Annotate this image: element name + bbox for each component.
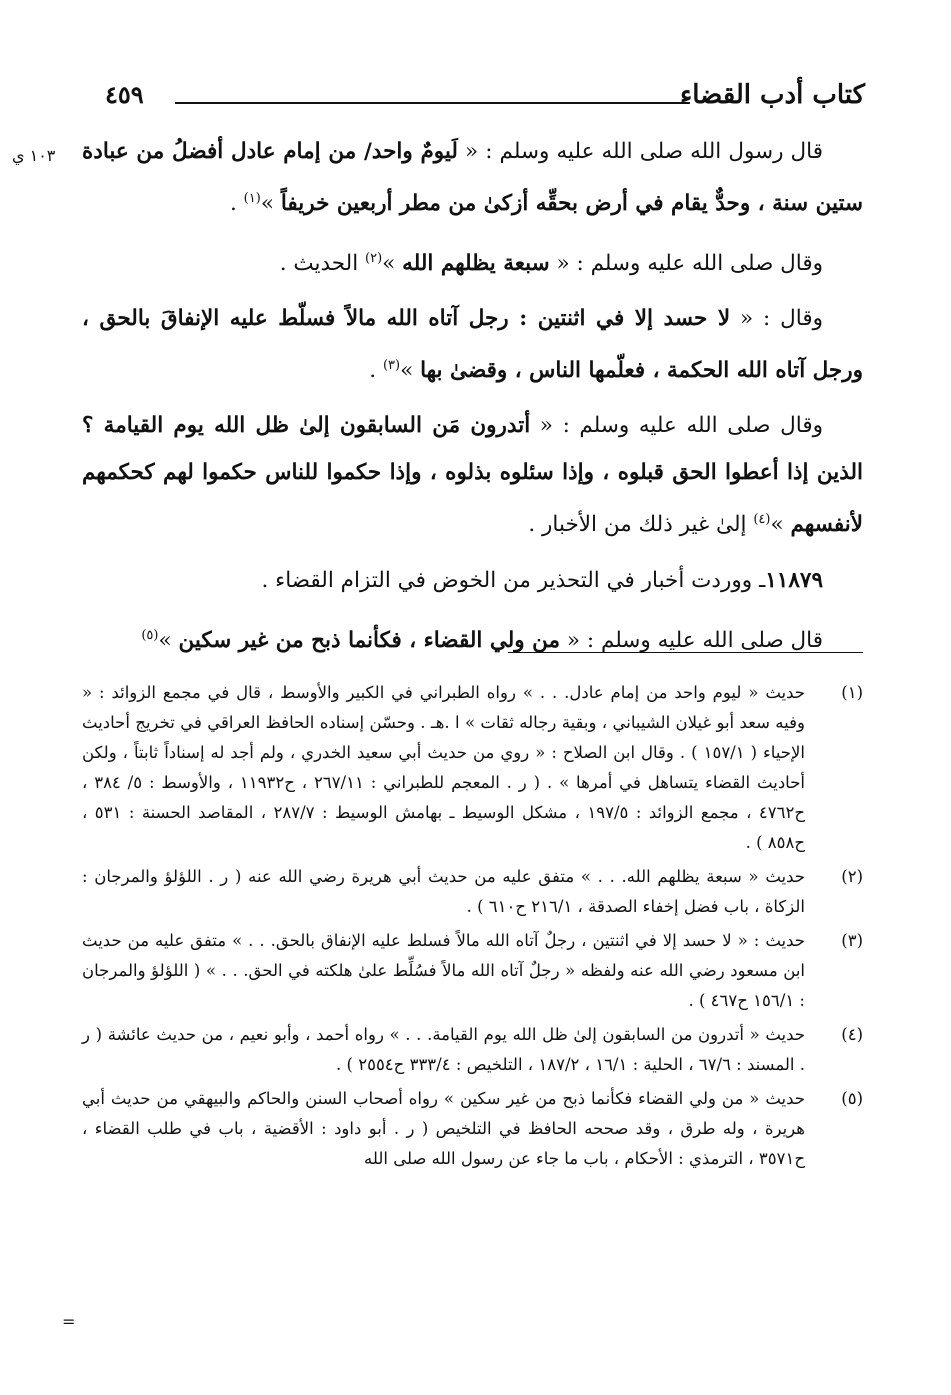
footnote-ref: (١) bbox=[243, 191, 261, 206]
hadith-text: لَيومٌ واحد/ من إمام عادل أفضلُ من عبادة ستين سنة ، وحدٌّ يقام في أرض بحقِّه أزكىٰ من مطر أربعين خريفاً bbox=[82, 139, 863, 217]
footnote-ref: (٥) bbox=[141, 627, 159, 643]
hadith-text: لا حسد إلا في اثنتين : رجل آتاه الله مالاً فسلّط عليه الإنفاقَ بالحق ، ورجل آتاه الله الحكمة ، فعلّمها الناس ، وقضىٰ بها bbox=[82, 306, 863, 384]
footnote-text: حديث « من ولي القضاء فكأنما ذبح من غير سكين » رواه أصحاب السنن والحاكم والبيهقي من حديث أبي هريرة ، وله طرق ، وقد صححه الحافظ في التلخيص ( ر . أبو داود : الأقضية ، باب في طلب القضاء ، ح٣٥٧١ ، الترمذي : الأحكام ، باب ما جاء عن رسول الله صلى الله bbox=[82, 1089, 805, 1168]
footnote-number: (٥) bbox=[841, 1089, 863, 1108]
paragraph-3 bbox=[82, 295, 863, 394]
footnote-separator bbox=[508, 652, 863, 653]
page-number: ٤٥٩ bbox=[105, 80, 144, 109]
hadith-text: سبعة يظلهم الله bbox=[402, 251, 550, 277]
footnote-text: حديث « ليوم واحد من إمام عادل. . . » رواه الطبراني في الكبير والأوسط ، قال في مجمع الزوائد : « وفيه سعد أبو غيلان الشيباني ، وبقية رجاله ثقات » ا .هـ . وحسّن إسناده الحافظ العراقي في تخريج أحاديث الإحياء ( ١٥٧/١ ) . وقال ابن الصلاح : « روي من حديث أبي سعيد الخدري ، ولم أجد له إسناداً ثابتاً ، ولكن أحاديث القضاء يتساهل في أمرها » . ( ر . المعجم للطبراني : ٢٦٧/١١ ، ح١١٩٣٢ ، والأوسط : ٥/ ٣٨٤ ، ح٤٧٦٢ ، مجمع الزوائد : ١٩٧/٥ ، مشكل الوسيط ـ بهامش الوسيط : ٢٨٧/٧ ، المقاصد الحسنة : ٥٣١ ، ح٨٥٨ ) . bbox=[82, 683, 806, 852]
footnote bbox=[82, 1020, 863, 1080]
footnote-ref: (٣) bbox=[382, 358, 401, 374]
book-title: كتاب أدب القضاء bbox=[680, 80, 865, 110]
footnote-number: (٢) bbox=[841, 867, 863, 886]
text-span: إلىٰ غير ذلك من الأخبار . bbox=[528, 512, 754, 538]
paragraph-6 bbox=[82, 612, 863, 664]
footnotes bbox=[82, 678, 863, 1178]
hadith-text: من ولي القضاء ، فكأنما ذبح من غير سكين bbox=[178, 627, 561, 653]
footnote bbox=[82, 926, 863, 1016]
footnote-text: حديث « أتدرون من السابقون إلىٰ ظل الله يوم القيامة. . . » رواه أحمد ، وأبو نعيم ، من حديث عائشة ( ر . المسند : ٦٧/٦ ، الحلية : ١٦/١ ، ١٨٧/٢ ، التلخيص : ٣٣٣/٤ ح٢٥٥٤ ) . bbox=[82, 1025, 805, 1074]
footnote-text: حديث : « لا حسد إلا في اثنتين ، رجلٌ آتاه الله مالاً فسلط عليه الإنفاق بالحق. . . » متفق عليه من حديث ابن مسعود رضي الله عنه ولفظه « رجلٌ آتاه الله مالاً فسُلِّط علىٰ هلكته في الحق. . . » ( اللؤلؤ والمرجان : ١٥٦/١ ح٤٦٧ ) . bbox=[82, 931, 805, 1010]
paragraph-1 bbox=[82, 128, 863, 227]
footnote-ref: (٤) bbox=[753, 512, 771, 528]
text-span: . bbox=[230, 191, 244, 217]
text-span: قال رسول الله صلى الله عليه وسلم : « bbox=[457, 139, 823, 164]
text-span: » bbox=[400, 358, 421, 384]
hadith-text: أتدرون مَن السابقون إلىٰ ظل الله يوم القيامة ؟ الذين إذا أعطوا الحق قبلوه ، وإذا سئلوه بذلوه ، وإذا حكموا للناس حكموا لهم كحكمهم لأنفسهم bbox=[82, 413, 863, 538]
text-span: . bbox=[369, 358, 383, 384]
text-span: وقال : « bbox=[730, 306, 824, 332]
running-header bbox=[105, 80, 865, 120]
footnote bbox=[82, 678, 863, 858]
footnote bbox=[82, 862, 863, 922]
paragraph-number: ١١٨٧٩ bbox=[765, 567, 823, 593]
continuation-mark: = bbox=[62, 1312, 76, 1331]
text-span: الحديث . bbox=[279, 251, 366, 277]
text-span: قال صلى الله عليه وسلم : « bbox=[560, 627, 823, 653]
paragraph-2 bbox=[82, 235, 863, 287]
footnote-number: (١) bbox=[841, 683, 863, 702]
paragraph-5 bbox=[82, 557, 863, 604]
footnote-number: (٣) bbox=[841, 931, 863, 950]
text-span: وقال صلى الله عليه وسلم : « bbox=[549, 251, 823, 277]
text-span: » bbox=[158, 627, 179, 653]
footnote-text: حديث « سبعة يظلهم الله. . . » متفق عليه من حديث أبي هريرة رضي الله عنه ( ر . اللؤلؤ والمرجان : الزكاة ، باب فضل إخفاء الصدقة ، ٢١٦/١ ح٦١٠ ) . bbox=[82, 867, 805, 916]
margin-note: ١٠٣ ي bbox=[12, 146, 56, 165]
text-span: » bbox=[260, 191, 281, 217]
footnote bbox=[82, 1084, 863, 1174]
footnote-number: (٤) bbox=[841, 1025, 863, 1044]
header-rule bbox=[175, 102, 690, 104]
main-text bbox=[82, 128, 863, 672]
paragraph-4 bbox=[82, 402, 863, 548]
footnote-ref: (٢) bbox=[365, 251, 383, 267]
text-span: ـ ووردت أخبار في التحذير من الخوض في التزام القضاء . bbox=[261, 567, 766, 593]
text-span: » bbox=[770, 512, 791, 538]
text-span: » bbox=[382, 251, 403, 277]
text-span: وقال صلى الله عليه وسلم : « bbox=[530, 413, 823, 439]
